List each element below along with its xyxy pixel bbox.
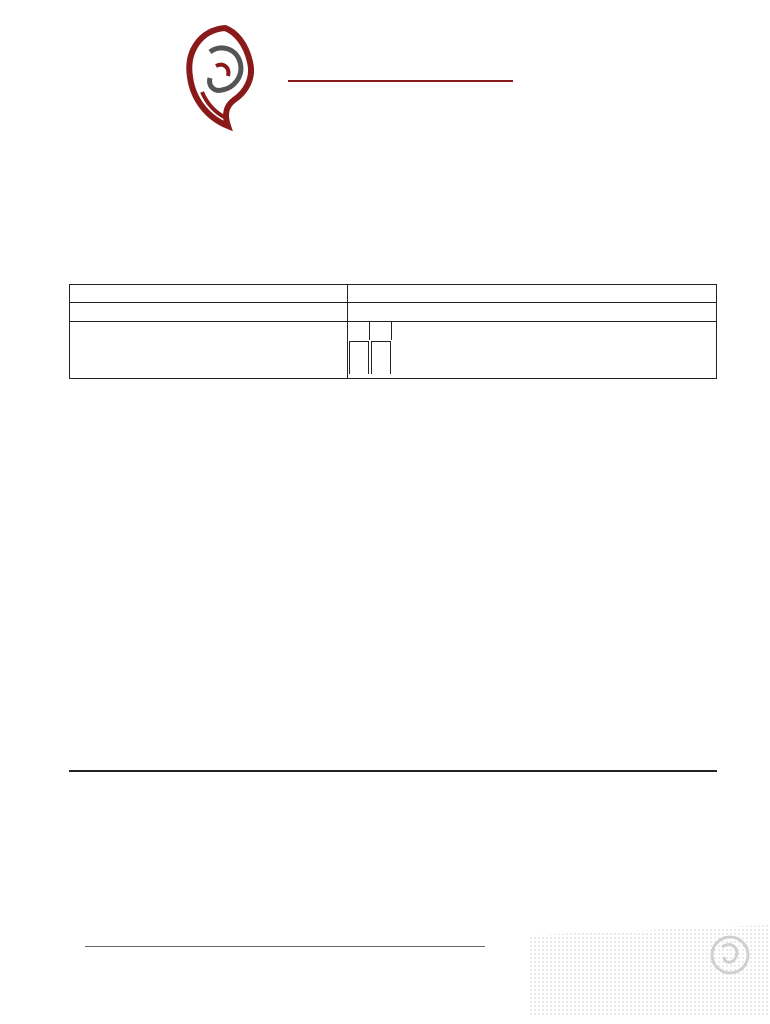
- brand-divider: [288, 80, 513, 82]
- proficiency-label: [70, 303, 348, 320]
- footer-divider: [85, 946, 485, 947]
- yes-header: [348, 322, 370, 340]
- no-header: [370, 322, 392, 340]
- language-header-row: [70, 285, 716, 303]
- no-checkbox[interactable]: [371, 341, 391, 374]
- medical-details-field[interactable]: [392, 322, 716, 378]
- yes-checkbox[interactable]: [349, 341, 369, 374]
- personal-details-table: [69, 284, 717, 379]
- yes-no-box: [348, 322, 392, 378]
- lion-head-icon: [180, 22, 270, 132]
- medical-row: [70, 322, 716, 378]
- medical-label: [70, 322, 348, 378]
- proficiency-row: [70, 303, 716, 321]
- footer-watermark: [530, 925, 770, 1015]
- further-info-table: [69, 770, 717, 772]
- logo: [180, 22, 270, 132]
